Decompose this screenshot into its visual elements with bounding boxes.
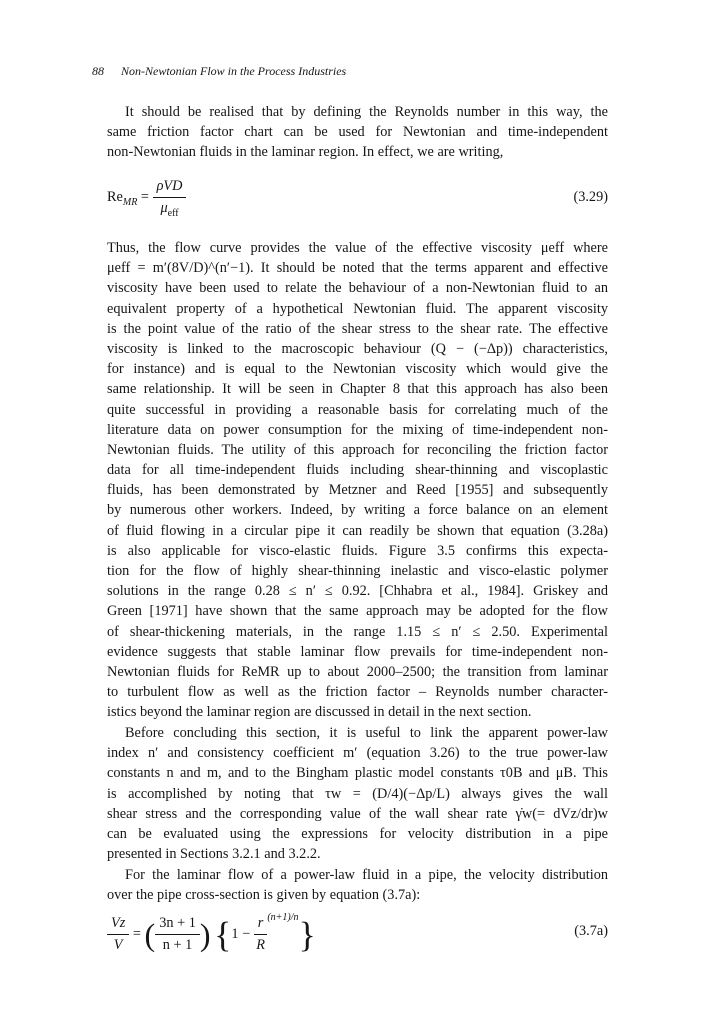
text-line: by numerous other workers. Indeed, by writing a force balance on an element (107, 502, 608, 519)
text-line: evidence suggests that stable laminar flow prevails for time-independent non- (107, 643, 608, 660)
eq-r-numerator: r (254, 915, 268, 935)
text-line: solutions in the range 0.28 ≤ n′ ≤ 0.92. [Chhabra et al., 1984]. Griskey and (107, 583, 608, 600)
running-header (92, 64, 346, 79)
eq-denominator: $\mu_{eff}$ (160, 200, 179, 219)
text-line: is accomplished by noting that τw = (D/4)(−Δp/L) always gives the wall (107, 785, 608, 802)
eq-radius-fraction (254, 915, 268, 954)
eq-r-denominator: R (256, 937, 265, 954)
text-line: non-Newtonian fluids in the laminar region. In effect, we are writing, (107, 144, 504, 161)
equation-number-3-29: (3.29) (573, 189, 608, 205)
eq-coef-numerator: 3n + 1 (155, 915, 200, 935)
text-line: μeff = m′(8V/D)^(n′−1). It should be noted that the terms apparent and effective (107, 260, 608, 277)
text-line: to turbulent flow as well as the friction factor – Reynolds number character- (107, 684, 608, 701)
paragraph-3 (107, 723, 608, 864)
eq-coef-denominator: n + 1 (162, 937, 193, 954)
paragraph-2 (107, 238, 608, 723)
text-line: of fluid flowing in a circular pipe it can readily be shown that equation (3.28a) (107, 522, 608, 539)
eq-lhs-fraction (107, 915, 129, 954)
paragraph-1 (107, 102, 608, 163)
text-line: presented in Sections 3.2.1 and 3.2.2. (107, 846, 321, 863)
eq-numerator: ρVD (153, 178, 187, 198)
text-line: equivalent property of a hypothetical Newtonian fluid. The apparent viscosity (107, 300, 608, 317)
text-line: can be evaluated using the expressions for velocity distribution in a pipe (107, 825, 608, 842)
text-line: Newtonian fluids. The utility of this approach for reconciling the friction factor (107, 441, 608, 458)
text-line: index n′ and consistency coefficient m′ (equation 3.26) to the true power-law (107, 745, 608, 762)
text-line: It should be realised that by defining the Reynolds number in this way, the (125, 104, 608, 120)
text-line: For the laminar flow of a power-law fluid in a pipe, the velocity distribution (125, 867, 608, 883)
text-line: viscosity have been used to relate the behaviour of a non-Newtonian fluid to an (107, 280, 608, 297)
text-line: same relationship. It will be seen in Chapter 8 that this approach has also been (107, 381, 608, 398)
text-line: is the point value of the ratio of the shear stress to the shear rate. The effective (107, 320, 608, 337)
text-line: for instance) and is equal to the Newtonian viscosity which would give the (107, 361, 608, 378)
text-line: is also applicable for visco-elastic fluids. Figure 3.5 confirms this expecta- (107, 542, 608, 559)
text-line: tion for the flow of highly shear-thinning inelastic and visco-elastic polymer (107, 563, 608, 579)
text-line: Newtonian fluids for ReMR up to about 2000–2500; the transition from laminar (107, 663, 608, 680)
running-title: Non-Newtonian Flow in the Process Industries (121, 64, 347, 78)
eq-lhs-denominator: V (113, 937, 123, 954)
paragraph-4 (107, 865, 608, 905)
eq-one: 1 (231, 926, 239, 943)
text-line: Green [1971] have shown that the same approach may be adopted for the flow (107, 603, 608, 620)
text-line: istics beyond the laminar region are discussed in detail in the next section. (107, 704, 532, 721)
eq-fraction (153, 178, 187, 219)
eq-exponent: (n+1)/n (267, 912, 299, 923)
text-line: shear stress and the corresponding value of the wall shear rate γ̇w(= dVz/dr)w (107, 805, 608, 822)
eq-lhs: $Re_{MR}$ = (107, 189, 149, 208)
text-line: data for all time-independent fluids including shear-thinning and viscoplastic (107, 462, 608, 479)
eq-lhs-numerator: Vz (107, 915, 129, 935)
text-line: constants n and m, and to the Bingham plastic model constants τ0B and μB. This (107, 765, 608, 782)
text-line: quite successful in providing a reasonable basis for correlating much of the (107, 401, 608, 418)
text-line: Thus, the flow curve provides the value of the effective viscosity μeff where (107, 240, 608, 256)
page-number: 88 (92, 64, 104, 78)
text-line: viscosity is linked to the macroscopic behaviour (Q − (−Δp)) characteristics, (107, 340, 608, 357)
text-line: same friction factor chart can be used for Newtonian and time-independent (107, 124, 608, 141)
equation-3-7a: $\frac{Vz}{V}$ = ( $\frac{3n + 1}{n + 1}$ ) {1 − $\frac{r}{R}$ $^{(n+1)/n}$} (107, 912, 316, 954)
equation-3-29 (107, 178, 186, 219)
text-line: Before concluding this section, it is useful to link the apparent power-law (125, 725, 608, 741)
text-line: literature data on power consumption for the mixing of time-independent non- (107, 421, 608, 438)
text-line: over the pipe cross-section is given by equation (3.7a): (107, 887, 421, 904)
eq-coefficient-fraction (155, 915, 200, 954)
equation-number-3-7a: (3.7a) (574, 923, 608, 939)
text-line: of shear-thickening materials, in the range 1.15 ≤ n′ ≤ 2.50. Experimental (107, 623, 608, 640)
text-line: fluids, has been demonstrated by Metzner and Reed [1955] and subsequently (107, 482, 608, 499)
